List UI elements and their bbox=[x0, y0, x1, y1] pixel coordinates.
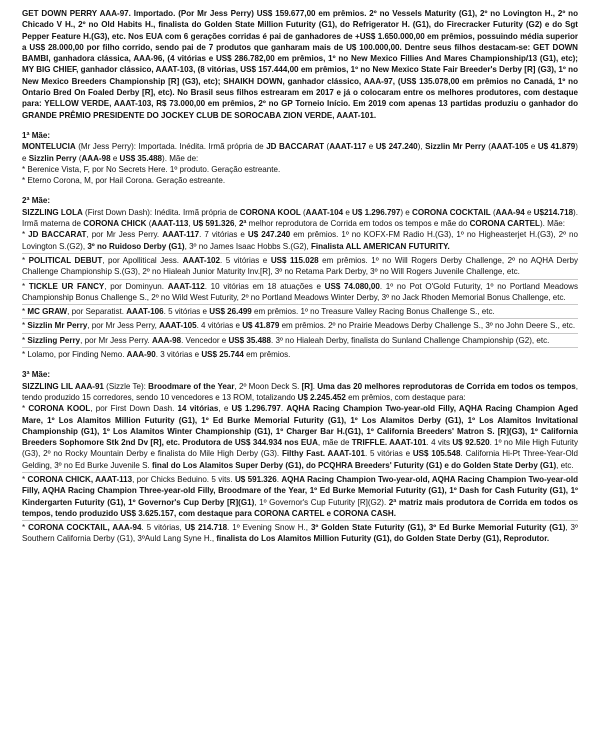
text-run: e bbox=[110, 153, 120, 163]
text-run: . 5 vitórias e bbox=[163, 307, 210, 317]
text-run: , por Apollitical Jess. bbox=[102, 255, 183, 265]
third-dam-section bbox=[22, 369, 578, 544]
bold-run: CORONA KOOL bbox=[28, 404, 91, 414]
offspring-entry bbox=[22, 255, 578, 278]
bold-run: U$ 92.520 bbox=[452, 438, 490, 448]
bold-run: CORONA CARTEL bbox=[469, 219, 540, 229]
bold-run: Sizzlin Mr Perry bbox=[27, 321, 88, 331]
text-run: . Vencedor e bbox=[181, 335, 229, 345]
bold-run: AQHA Racing Champion Two-year-old, AQHA Racing Champion Two-year-old Filly, AQHA Racing Champion Three-year-old Filly, Broodmare of the Year, 1º Ed Burke Memorial Futurity (G1), 1º Dash for Cash Futurity (G1), 1º Kindergarten Futurity (G1), 1º Governor's Cup Derby [R](G1) bbox=[22, 474, 578, 507]
bold-run: U$ 41.879 bbox=[537, 142, 576, 152]
text-run: * bbox=[22, 230, 29, 240]
entry-divider bbox=[22, 279, 578, 280]
text-run: , por Mr Jess Perry. bbox=[86, 230, 163, 240]
offspring-entry bbox=[22, 229, 578, 252]
bold-run: US$ 26.499 bbox=[209, 307, 252, 317]
bold-run: AAAT-117 bbox=[162, 230, 200, 240]
bold-run: U$ 1.296.797 bbox=[352, 207, 401, 217]
text-run: , e bbox=[218, 404, 232, 414]
bold-run: AAAT-105 bbox=[159, 321, 197, 331]
first-dam-description bbox=[22, 141, 578, 164]
text-run: , bbox=[234, 219, 239, 229]
text-run: em prêmios. 1º no Treasure Valley Racing Bonus Challenge S., etc. bbox=[251, 307, 495, 317]
text-run: ( bbox=[300, 207, 306, 217]
bold-run: U$214.718 bbox=[533, 207, 574, 217]
text-run: ), bbox=[417, 142, 426, 152]
bold-run: AQHA Racing Champion Two-year-old Filly, AQHA Racing Champion Aged Mare, 1º Los Alamitos Million Futurity (G1), 1º Ed Burke Memorial Futurity (G1), 1º Los Alamitos Derby (G1), 1º Los Alamitos Invitational Championship (G1), 1º Los Alamitos Winter Championship (G1), 1º Charger Bar H.(G1), 1º California Breeders' Matron S. [R](G3), 1º California Breeders Sophomore Stk 2nd Dv [R], etc. Produtora de US$ 344.934 nos EUA bbox=[22, 404, 578, 448]
bold-run: U$ 247.240 bbox=[375, 142, 418, 152]
text-run: * bbox=[22, 307, 28, 317]
bold-run: MC GRAW bbox=[27, 307, 68, 317]
text-run: em prêmios. 2º no Prairie Meadows Derby Challenge S., 3º no John Deere S., etc. bbox=[279, 321, 576, 331]
bold-run: AAAT-105 bbox=[490, 142, 529, 152]
bold-run: Sizzlin Perry bbox=[28, 153, 77, 163]
entry-divider bbox=[22, 472, 578, 473]
first-dam-offspring-list bbox=[22, 164, 578, 187]
bold-run: CORONA COCKTAIL, AAA-94 bbox=[28, 523, 142, 533]
offspring-entry bbox=[22, 335, 578, 346]
text-run: . 5 vitórias e bbox=[364, 449, 413, 459]
text-run: , por Mr Jess Perry, bbox=[87, 321, 160, 331]
text-run: ( bbox=[76, 153, 82, 163]
text-run: e bbox=[528, 142, 538, 152]
bold-run: AAAT-112 bbox=[167, 281, 205, 291]
text-run: ) e bbox=[22, 142, 578, 163]
text-run: . California Hi-Pt Three-Year-Old Gelding, 3º no Ed Burke Juvenile S. bbox=[22, 449, 578, 470]
bold-run: U$ 1.296.797 bbox=[231, 404, 281, 414]
third-dam-description bbox=[22, 381, 578, 404]
text-run: . bbox=[276, 474, 282, 484]
offspring-entry bbox=[22, 306, 578, 317]
text-run: , por First Down Dash. bbox=[90, 404, 178, 414]
bold-run: Broodmare of the Year bbox=[148, 381, 235, 391]
stallion-intro: GET DOWN PERRY AAA-97. Importado. (Por Mr Jess Perry) US$ 159.677,00 em prêmios. 2º no Vessels Maturity (G1), 2º no Lovington H., 2º no Chicado V H., 2º no Old Habits H., finalista do Golden State Million Futurity (G1), do Refrigerator H. (G1), do Firecracker Futurity (G2) e do Sgt Pepper Feature H.(G3), etc. Nos EUA com 6 gerações corridas é pai de ganhadores de +US$ 1.650.000,00 em prêmios, possuindo média superior a US$ 28.000,00 por filho corrido, sendo pai de 7 produtos que ganharam mais de U$ 100.000,00. Dentre seus filhos destacam-se: GET DOWN BAMBI, ganhadora clássica, AAA-96, (4 vitórias e US$ 286.782,00 em prêmios, 1º no New Mexico Fillies And Mares Championship/13 (G1), etc); MY BIG CHIEF, ganhador clássico, AAAT-103, (8 vitórias, US$ 157.444,00 em prêmios, 1º no New Mexico State Fair Breeder's Derby [R] (G3), 1º no New Mexico Breeders Championship [R] (G3), etc); SHAIKH DOWN, ganhador clássico, AAA-97, (US$ 135.078,00 em prêmios no Canadá, 1º no Ontario Bred On Foaled Derby [R], etc). No Brasil seus filhos estrearam em 2017 e já o colocaram entre os melhores produtores, com destaque para: YELLOW VERDE, AAAT-103, R$ 73.000,00 em prêmios, 2º no GP Torneio Início. Em 2019 com apenas 13 partidas produziu o ganhador do GRANDE PRÊMIO PRESIDENTE DO JOCKEY CLUB DE SOROCABA ZION VERDE, AAAT-101. bbox=[22, 9, 578, 120]
offspring-entry bbox=[22, 403, 578, 471]
bold-run: US$ 74.080,00 bbox=[324, 281, 380, 291]
bold-run: AAAT-117 bbox=[329, 142, 367, 152]
bold-run: JD BACCARAT bbox=[28, 230, 87, 240]
bold-run: U$ 247.240 bbox=[247, 230, 291, 240]
text-run: , bbox=[188, 219, 193, 229]
bold-run: AAA-90 bbox=[126, 350, 156, 360]
offspring-entry: * Berenice Vista, F, por No Secrets Here. 1º produto. Geração estreante. bbox=[22, 164, 281, 174]
third-dam-title: 3ª Mãe: bbox=[22, 370, 51, 380]
text-run: * bbox=[22, 281, 29, 291]
bold-run: final do Los Alamitos Super Derby (G1), do PCQHRA Breeders' Futurity (G1) e do Golden State Derby (G1) bbox=[151, 460, 557, 470]
text-run: ). Irmã materna de bbox=[22, 207, 578, 229]
text-run: (First Down Dash): Inédita. Irmã própria de bbox=[82, 207, 240, 217]
entry-divider bbox=[22, 253, 578, 254]
bold-run: Filthy Fast. AAAT-101 bbox=[281, 449, 365, 459]
offspring-entry bbox=[22, 320, 578, 331]
text-run: . 7 vitórias e bbox=[199, 230, 248, 240]
text-run: * bbox=[22, 255, 29, 265]
text-run: ( bbox=[146, 219, 152, 229]
bold-run: AAA-94 bbox=[495, 207, 525, 217]
bold-run: AAAT-113 bbox=[151, 219, 189, 229]
bold-run: Uma das 20 melhores reprodutoras de Corrida em todos os tempos bbox=[317, 381, 576, 391]
text-run: . 1º Evening Snow H., bbox=[227, 523, 311, 533]
bold-run: TICKLE UR FANCY bbox=[28, 281, 105, 291]
bold-run: Sizzlin Mr Perry bbox=[425, 142, 486, 152]
text-run: . bbox=[280, 404, 287, 414]
bold-run: JD BACCARAT bbox=[266, 142, 325, 152]
bold-run: AAA-98 bbox=[152, 335, 182, 345]
entry-divider bbox=[22, 304, 578, 305]
text-run: . 3 vitórias e bbox=[155, 350, 202, 360]
bold-run: Finalista ALL AMERICAN FUTURITY. bbox=[310, 241, 450, 251]
bold-run: CORONA COCKTAIL bbox=[412, 207, 491, 217]
bold-run: US$ 25.744 bbox=[201, 350, 244, 360]
third-dam-offspring-list bbox=[22, 403, 578, 545]
offspring-entry bbox=[22, 522, 578, 545]
bold-run: SIZZLING LOLA bbox=[22, 207, 83, 217]
first-dam-section bbox=[22, 130, 578, 186]
text-run: ). Mãe de: bbox=[162, 153, 199, 163]
text-run: e bbox=[524, 207, 534, 217]
bold-run: TRIFFLE. AAAT-101 bbox=[351, 438, 427, 448]
second-dam-title: 2ª Mãe: bbox=[22, 196, 51, 206]
bold-run: SIZZLING LIL AAA-91 bbox=[22, 381, 104, 391]
text-run: , por Separatist. bbox=[67, 307, 127, 317]
bold-run: 14 vitórias bbox=[177, 404, 219, 414]
bold-run: POLITICAL DEBUT bbox=[28, 255, 103, 265]
text-run: , mãe de bbox=[317, 438, 352, 448]
text-run: * Lolamo, por Finding Nemo. bbox=[22, 350, 127, 360]
bold-run: AAAT-104 bbox=[305, 207, 344, 217]
text-run: . 1º no Mile High Futurity (G3), 2º no Rocky Mountain Derby e finalista do Mile High Derby (G3). bbox=[22, 438, 578, 459]
entry-divider bbox=[22, 333, 578, 334]
text-run: . 1º no Pot O'Gold Futurity, 1º no Portland Meadows Championship Bonus Challenge S., 2º no Wild West Futurity, 2º no Portland Meadows Winter Derby, 3º no Jack Rhoden Memorial Bonus Challenge, etc. bbox=[22, 281, 578, 302]
text-run: ( bbox=[324, 142, 330, 152]
bold-run: AAA-98 bbox=[81, 153, 111, 163]
bold-run: CORONA CHICK, AAAT-113 bbox=[27, 474, 133, 484]
text-run: ) e bbox=[400, 207, 413, 217]
offspring-entry bbox=[22, 281, 578, 304]
text-run: em prêmios. 1º no Will Rogers Derby Challenge, 2º no AQHA Derby Challenge Championship S.(G3), 2º no Hialeah Junior Maturity Inv.[R], 3º no Retama Park Derby, 3º no Will Rogers Juvenile Challenge, etc. bbox=[22, 255, 579, 277]
text-run: , por Mr Jess Perry. bbox=[80, 335, 152, 345]
text-run: , 3º no James Isaac Hobbs S.(G2), bbox=[184, 241, 311, 251]
first-dam-title: 1ª Mãe: bbox=[22, 130, 51, 140]
text-run: , etc. bbox=[556, 460, 574, 470]
bold-run: U$ 214.718 bbox=[184, 523, 228, 533]
text-run: * bbox=[22, 474, 28, 484]
text-run: . 3º no Hialeah Derby, finalista do Sunland Challenge Championship (G2), etc. bbox=[271, 335, 550, 345]
text-run: ( bbox=[485, 142, 491, 152]
text-run: * bbox=[22, 404, 29, 414]
text-run: em prêmios. bbox=[243, 350, 291, 360]
text-run: em prêmios. 1º no KOFX-FM Radio H.(G3), 1º no Higheasterjet H.(G3), 2º no Lovington S.(G2), bbox=[22, 230, 578, 251]
text-run: em prêmios, com destaque para: bbox=[345, 392, 466, 402]
bold-run: US$ 35.488 bbox=[228, 335, 272, 345]
text-run: e bbox=[343, 207, 353, 217]
bold-run: MONTELUCIA bbox=[22, 142, 76, 152]
text-run: * bbox=[22, 523, 29, 533]
bold-run: 3º Golden State Futurity (G1), 3º Ed Burke Memorial Futurity (G1) bbox=[310, 523, 566, 533]
second-dam-section bbox=[22, 195, 578, 360]
offspring-entry bbox=[22, 474, 578, 519]
bold-run: U$ 41.879 bbox=[242, 321, 280, 331]
text-run: , 2º Moon Deck S. bbox=[234, 381, 302, 391]
text-run: (Sizzle Te): bbox=[103, 381, 149, 391]
text-run: . 10 vitórias em 18 atuações e bbox=[204, 281, 325, 291]
bold-run: AAAT-106 bbox=[126, 307, 164, 317]
bold-run: Sizzling Perry bbox=[27, 335, 81, 345]
text-run: , por Chicks Beduino. 5 vits. bbox=[132, 474, 235, 484]
text-run: (Mr Jess Perry): Importada. Inédita. Irmã própria de bbox=[75, 142, 267, 152]
bold-run: U$ 2.245.452 bbox=[297, 392, 346, 402]
text-run: . 4 vits bbox=[426, 438, 453, 448]
text-run: e bbox=[366, 142, 376, 152]
text-run: * bbox=[22, 321, 28, 331]
text-run: , por Dominyun. bbox=[104, 281, 168, 291]
text-run: melhor reprodutora de Corrida em todos os tempos e mãe do bbox=[246, 219, 470, 229]
bold-run: 3º no Ruidoso Derby (G1) bbox=[87, 241, 185, 251]
text-run: , 1º Governor's Cup Futurity [R](G2). bbox=[254, 497, 389, 507]
text-run: . 5 vitórias e bbox=[220, 255, 271, 265]
text-run: . 4 vitórias e bbox=[196, 321, 243, 331]
bold-run: US$ 115.028 bbox=[270, 255, 319, 265]
text-run: . bbox=[312, 381, 318, 391]
entry-divider bbox=[22, 347, 578, 348]
text-run: , tendo produzido 15 corredores, sendo 10 vencedores e 13 ROM, totalizando bbox=[22, 381, 579, 402]
bold-run: 2ª bbox=[238, 219, 247, 229]
bold-run: CORONA KOOL bbox=[239, 207, 301, 217]
bold-run: US$ 35.488 bbox=[119, 153, 163, 163]
bold-run: AAAT-102 bbox=[182, 255, 220, 265]
bold-run: US$ 105.548 bbox=[412, 449, 461, 459]
second-dam-offspring-list bbox=[22, 229, 578, 360]
bold-run: U$ 591.326 bbox=[234, 474, 277, 484]
offspring-entry bbox=[22, 349, 578, 360]
text-run: , 3º Southern California Derby (G1), 3ºAuld Lang Syne H., bbox=[22, 523, 578, 544]
offspring-entry: * Eterno Corona, M, por Hail Corona. Geração estreante. bbox=[22, 176, 226, 186]
bold-run: finalista do Los Alamitos Million Futurity (G1), do Golden State Derby (G1), Reprodutor. bbox=[216, 534, 550, 544]
second-dam-description bbox=[22, 207, 578, 230]
text-run: . 5 vitórias, bbox=[141, 523, 185, 533]
entry-divider bbox=[22, 520, 578, 521]
bold-run: U$ 591.326 bbox=[192, 219, 235, 229]
text-run: * bbox=[22, 335, 28, 345]
text-run: ). Mãe: bbox=[539, 219, 566, 229]
entry-divider bbox=[22, 318, 578, 319]
bold-run: CORONA CHICK bbox=[83, 219, 147, 229]
bold-run: [R] bbox=[301, 381, 313, 391]
bold-run: 2ª matriz mais produtora de Corrida em todos os tempos, tendo produzido US$ 3.625.157, com destaque para CORONA CARTEL e CORONA CASH. bbox=[22, 497, 578, 518]
text-run: ( bbox=[490, 207, 496, 217]
